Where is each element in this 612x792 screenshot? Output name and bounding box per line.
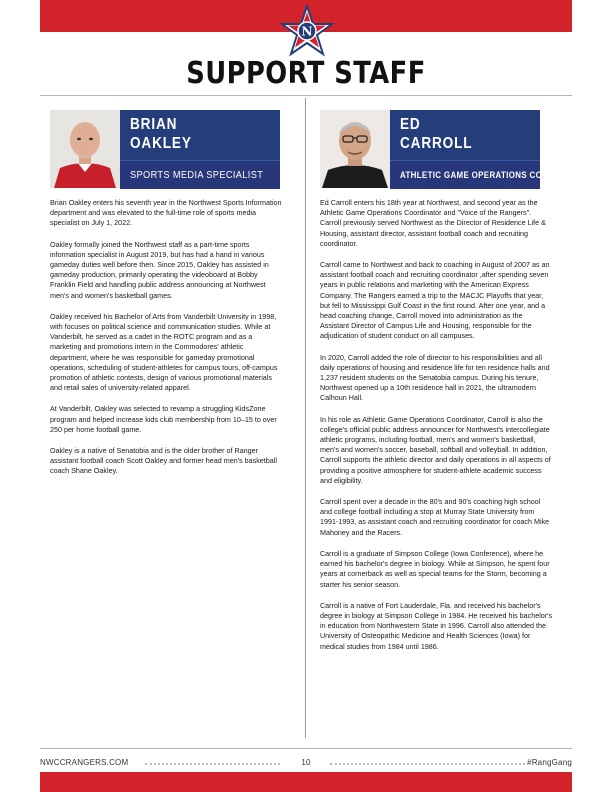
staff-first-name: BRIAN (130, 116, 178, 133)
bio-paragraph: Ed Carroll enters his 18th year at Northwest, and second year as the Athletic Game Operations Coordinator and "Voice of the Rangers". Carroll previously served Northwest as the Director of Residence Life & Housing, assistant director, assistant football coach and recruiting coordinator. (320, 198, 546, 248)
bio-paragraph: Brian Oakley enters his seventh year in the Northwest Sports Information department and was elevated to the full-time role of sports media specialist on July 1, 2022. (50, 198, 282, 228)
page-number: 10 (301, 758, 311, 767)
staff-last-name: CARROLL (400, 135, 473, 152)
staff-last-name: OAKLEY (130, 135, 192, 152)
bio-paragraph: In his role as Athletic Game Operations Coordinator, Carroll is also the college's official public address announcer for Northwest's intercollegiate athletic programs, including football, men's and women's basketball, men's and women's soccer, baseball, softball and volleyball. In addition, Carroll supports the athletic director and daily operations in all aspects of providing a positive atmosphere for student-athlete academic success and eligibility. (320, 414, 551, 485)
staff-photo-oakley (50, 110, 120, 188)
staff-photo-carroll (320, 110, 390, 188)
bio-paragraph: Carroll spent over a decade in the 80's and 90's coaching high school and college football including a stop at Murray State University from 1991-1993, as assistant coach and recruiting coordinator for coach Mike Mahoney and the Racers. (320, 497, 550, 537)
staff-card-oakley (50, 110, 280, 188)
footer-hashtag: #RangGang (527, 758, 572, 767)
bio-paragraph: Oakley received his Bachelor of Arts from Vanderbilt University in 1998, with focuses on political science and communication studies. While at Vanderbilt, he served as a cadet in the ROTC program and as a marketing and promotions intern in the Commodores' athletic department, where he was responsible for gameday promotional operations, scheduling of student-athletes for campus tours, off-campus promotion of athletic contests, design of various promotional materials and retail sales of university-related apparel. (50, 311, 278, 393)
staff-card-carroll (320, 110, 593, 188)
logo-letter: N (301, 24, 313, 39)
bottom-color-bar (40, 772, 572, 792)
rangers-star-logo (279, 4, 335, 60)
staff-first-name: ED (400, 116, 421, 133)
name-panel-oakley (120, 110, 280, 188)
bio-column-oakley (50, 198, 290, 488)
bio-column-carroll (320, 198, 560, 663)
staff-role: SPORTS MEDIA SPECIALIST (130, 169, 264, 181)
page-title: SUPPORT STAFF (186, 56, 426, 91)
bio-paragraph: In 2020, Carroll added the role of director to his responsibilities and all daily operations of housing and residence life for ten residence halls and 1,237 resident students on the Senatobia campus. During his tenure, Northwest opened up a 10th residence hall in 2021, the ultramodern Calhoun Hall. (320, 352, 550, 403)
footer-rule (40, 748, 572, 749)
staff-role: ATHLETIC GAME OPERATIONS COORDINATOR (400, 170, 593, 180)
bio-paragraph: At Vanderbilt, Oakley was selected to revamp a struggling KidsZone program and helped increase kids club membership from 10–15 to over 250 per home football game. (50, 404, 277, 434)
bio-paragraph: Carroll came to Northwest and back to coaching in August of 2007 as an assistant football coach and recruiting coordinator ,after spending seven years in public relations and marketing with the American Express Company. The Rangers earned a trip to the MACJC Playoffs that year, but fell to Mississippi Gulf Coast in the first round. After one year, and a head coaching change, Carroll moved into administration as the Assistant Director of Campus Life and Housing, responsible for the adjudication of student conduct on all campuses. (320, 260, 550, 341)
role-strip (390, 160, 593, 189)
bio-paragraph: Carroll is a graduate of Simpson College (Iowa Conference), where he earned his bachelor's degree in biology. While at Simpson, he spent four years at cornerback as well as special teams for the Storm, becoming a starter his senior season. (320, 548, 550, 589)
bio-paragraph: Oakley formally joined the Northwest staff as a part-time sports information specialist in August 2019, but has had a hand in various gameday duties well before then. Since 2015, Oakley has assisted in gameday production, primarily operating the videoboard at Bobby Franklin Field and handling public address announcing at Northwest men's and women's basketball games. (50, 239, 269, 300)
column-divider (305, 98, 306, 738)
name-panel-carroll (390, 110, 593, 188)
title-rule (40, 95, 572, 96)
bio-paragraph: Carroll is a native of Fort Lauderdale, Fla. and received his bachelor's degree in biology at Simpson College in 1984. He received his bachelor's in education from Northwestern State in 1996. Carroll also attended the University of Osteopathic Medicine and Health Sciences (Iowa) for medical studies from 1984 until 1986. (320, 600, 553, 651)
role-strip (120, 160, 280, 189)
footer-dots-right (330, 763, 525, 765)
footer-website-link[interactable]: NWCCRANGERS.COM (40, 758, 129, 767)
bio-paragraph: Oakley is a native of Senatobia and is the older brother of Ranger assistant football coach Scott Oakley and former head men's basketball coach Shane Oakley. (50, 446, 277, 476)
